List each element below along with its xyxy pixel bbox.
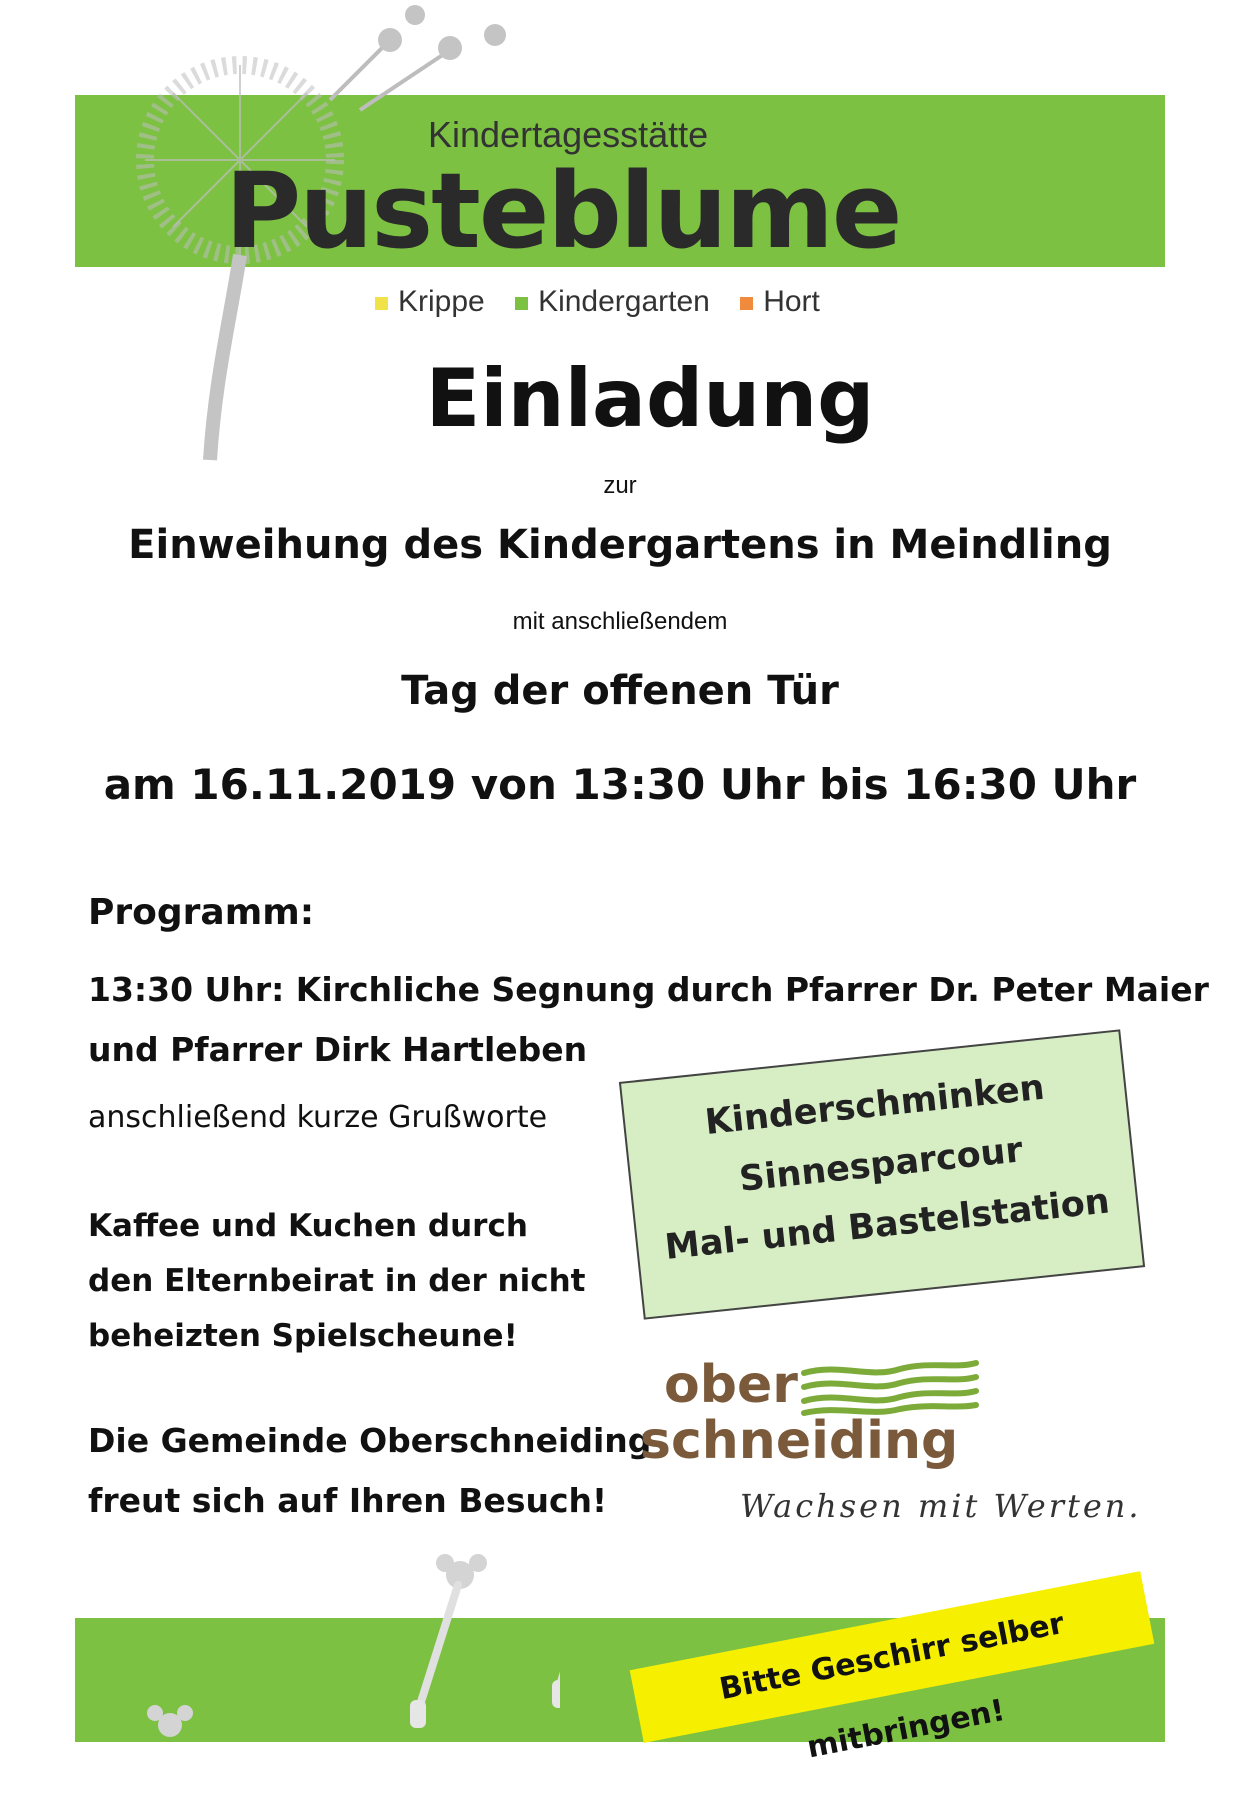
invite-zur: zur bbox=[603, 472, 637, 499]
note-text: Bitte Geschirr selber mitbringen! bbox=[716, 1605, 1068, 1766]
waves-icon bbox=[800, 1359, 980, 1417]
coffee-line: beheizten Spielscheune! bbox=[88, 1318, 518, 1354]
logo-line2: schneiding bbox=[640, 1411, 959, 1471]
coffee-line: Kaffee und Kuchen durch bbox=[88, 1208, 528, 1244]
community-line: Die Gemeinde Oberschneiding bbox=[88, 1421, 652, 1460]
group-legend bbox=[355, 285, 820, 319]
group-label: Kindergarten bbox=[538, 285, 710, 318]
municipality-logo bbox=[640, 1355, 1160, 1540]
invite-title: Einladung bbox=[425, 352, 875, 445]
note-sticker bbox=[630, 1571, 1155, 1766]
program-heading: Programm: bbox=[88, 892, 315, 933]
group-label: Krippe bbox=[398, 285, 485, 318]
event-title: Einweihung des Kindergartens in Meindling bbox=[128, 522, 1112, 568]
open-day-title: Tag der offenen Tür bbox=[401, 668, 839, 714]
activity-item: Mal- und Bastelstation bbox=[663, 1181, 1112, 1268]
community-line: freut sich auf Ihren Besuch! bbox=[88, 1481, 608, 1520]
event-date: am 16.11.2019 von 13:30 Uhr bis 16:30 Uhr bbox=[103, 760, 1137, 809]
activity-item: Sinnesparcour bbox=[737, 1130, 1025, 1200]
coffee-line: den Elternbeirat in der nicht bbox=[88, 1263, 586, 1299]
logo-slogan: Wachsen mit Werten. bbox=[740, 1487, 1142, 1525]
program-line: und Pfarrer Dirk Hartleben bbox=[88, 1030, 588, 1069]
hort-square-icon bbox=[740, 297, 753, 310]
dandelion-seeds-icon bbox=[140, 1545, 560, 1754]
group-label: Hort bbox=[763, 285, 820, 318]
invite-with: mit anschließendem bbox=[512, 608, 728, 635]
logo-line1: ober bbox=[664, 1355, 798, 1415]
kindergarten-square-icon bbox=[515, 297, 528, 310]
header-subtitle: Kindertagesstätte bbox=[428, 114, 709, 155]
program-line: 13:30 Uhr: Kirchliche Segnung durch Pfarrer Dr. Peter Maier bbox=[88, 970, 1209, 1009]
krippe-square-icon bbox=[375, 297, 388, 310]
brand-name: Pusteblume bbox=[225, 150, 901, 272]
activities-box bbox=[619, 1029, 1145, 1319]
activity-item: Kinderschminken bbox=[703, 1067, 1047, 1144]
greeting-text: anschließend kurze Grußworte bbox=[88, 1100, 548, 1135]
